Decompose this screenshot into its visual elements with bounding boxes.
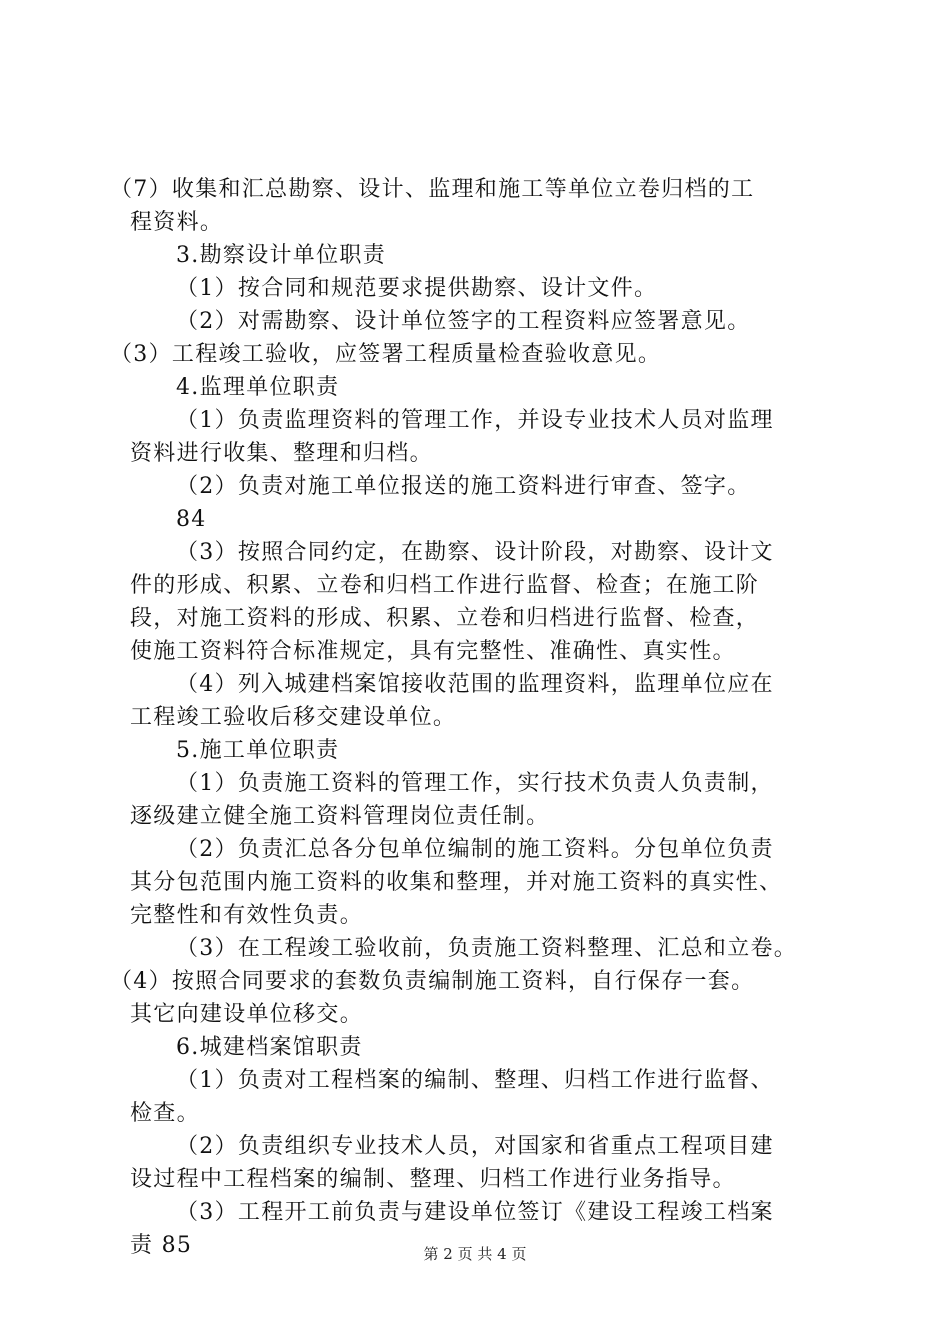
text-line: 程资料。 xyxy=(130,210,224,235)
text-line: （1）负责监理资料的管理工作，并设专业技术人员对监理 xyxy=(176,408,774,433)
text-line: （1）负责施工资料的管理工作，实行技术负责人负责制， xyxy=(176,771,774,796)
section-heading: 6.城建档案馆职责 xyxy=(176,1035,363,1060)
text-line: （3）按照合同约定，在勘察、设计阶段，对勘察、设计文 xyxy=(176,540,774,565)
section-heading: 4.监理单位职责 xyxy=(176,375,340,400)
text-line: （4）按照合同要求的套数负责编制施工资料，自行保存一套。 xyxy=(110,969,755,994)
text-line: （2）对需勘察、设计单位签字的工程资料应签署意见。 xyxy=(176,309,751,334)
text-line: 资料进行收集、整理和归档。 xyxy=(130,441,433,466)
text-line: 其它向建设单位移交。 xyxy=(130,1002,364,1027)
page-number-inline: 84 xyxy=(176,507,207,532)
text-line: 件的形成、积累、立卷和归档工作进行监督、检查；在施工阶 xyxy=(130,573,760,598)
section-heading: 3.勘察设计单位职责 xyxy=(176,243,386,268)
text-line: 完整性和有效性负责。 xyxy=(130,903,364,928)
text-line: （3）在工程竣工验收前，负责施工资料整理、汇总和立卷。 xyxy=(176,936,798,961)
text-line: 其分包范围内施工资料的收集和整理，并对施工资料的真实性、 xyxy=(130,870,783,895)
text-line: （2）负责组织专业技术人员，对国家和省重点工程项目建 xyxy=(176,1134,774,1159)
text-line: 责 85 xyxy=(130,1233,193,1258)
text-line: 检查。 xyxy=(130,1101,200,1126)
text-line: （3）工程竣工验收，应签署工程质量检查验收意见。 xyxy=(110,342,662,367)
text-line: （3）工程开工前负责与建设单位签订《建设工程竣工档案 xyxy=(176,1200,774,1225)
text-line: 设过程中工程档案的编制、整理、归档工作进行业务指导。 xyxy=(130,1167,736,1192)
page-footer: 第 2 页 共 4 页 xyxy=(423,1245,527,1263)
text-line: 使施工资料符合标准规定，具有完整性、准确性、真实性。 xyxy=(130,639,736,664)
text-line: 逐级建立健全施工资料管理岗位责任制。 xyxy=(130,804,550,829)
text-line: （4）列入城建档案馆接收范围的监理资料，监理单位应在 xyxy=(176,672,774,697)
text-line: 段，对施工资料的形成、积累、立卷和归档进行监督、检查， xyxy=(130,606,760,631)
section-heading: 5.施工单位职责 xyxy=(176,738,340,763)
text-line: 工程竣工验收后移交建设单位。 xyxy=(130,705,457,730)
text-line: （2）负责汇总各分包单位编制的施工资料。分包单位负责 xyxy=(176,837,774,862)
text-line: （1）按合同和规范要求提供勘察、设计文件。 xyxy=(176,276,658,301)
text-line: （1）负责对工程档案的编制、整理、归档工作进行监督、 xyxy=(176,1068,774,1093)
text-line: （7）收集和汇总勘察、设计、监理和施工等单位立卷归档的工 xyxy=(110,177,755,202)
text-line: （2）负责对施工单位报送的施工资料进行审查、签字。 xyxy=(176,474,751,499)
